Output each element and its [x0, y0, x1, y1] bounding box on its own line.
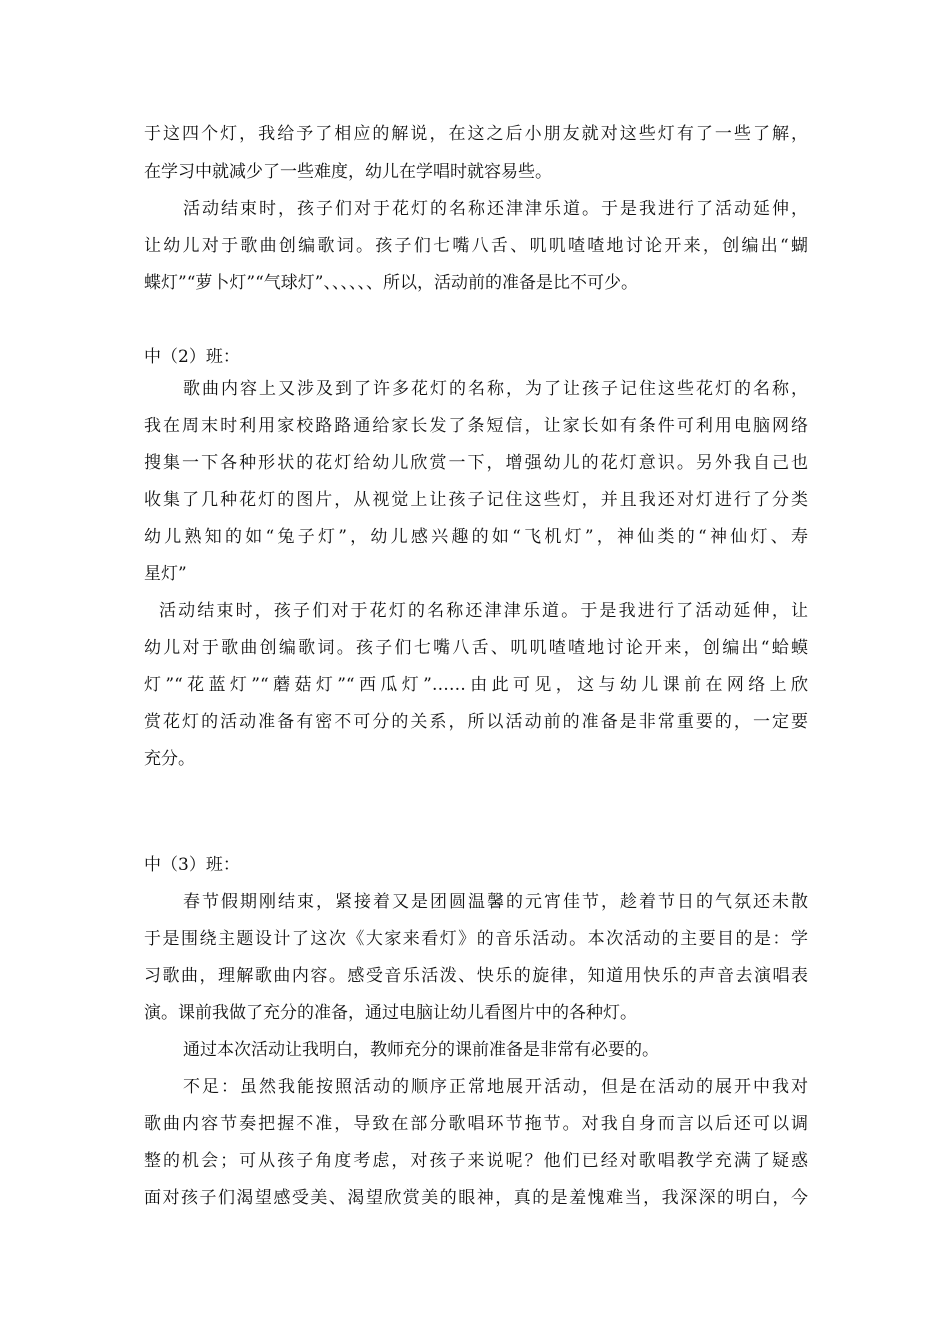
text-line: 让幼儿对于歌曲创编歌词。孩子们七嘴八舌、叽叽喳喳地讨论开来，创编出“蝴 [144, 236, 808, 256]
text-line: 星灯” [144, 564, 187, 584]
text-line: 赏花灯的活动准备有密不可分的关系，所以活动前的准备是非常重要的，一定要 [144, 712, 808, 732]
text-line: 整的机会；可从孩子角度考虑，对孩子来说呢？他们已经对歌唱教学充满了疑惑 [144, 1151, 808, 1171]
text-line: 幼儿对于歌曲创编歌词。孩子们七嘴八舌、叽叽喳喳地讨论开来，创编出“蛤蟆 [144, 638, 808, 658]
text-line: 蝶灯”“萝卜灯”“气球灯”、、、、、、所以，活动前的准备是比不可少。 [144, 273, 638, 293]
text-line: 于是围绕主题设计了这次《大家来看灯》的音乐活动。本次活动的主要目的是：学 [144, 929, 808, 949]
text-line: 春节假期刚结束，紧接着又是团圆温馨的元宵佳节，趁着节日的气氛还未散 [183, 892, 808, 912]
text-line: 充分。 [144, 749, 195, 769]
text-line: 搜集一下各种形状的花灯给幼儿欣赏一下，增强幼儿的花灯意识。另外我自己也 [144, 453, 808, 473]
text-line: 灯”“花蓝灯”“蘑菇灯”“西瓜灯”……由此可见，这与幼儿课前在网络上欣 [144, 675, 808, 695]
text-line: 习歌曲，理解歌曲内容。感受音乐活泼、快乐的旋律，知道用快乐的声音去演唱表 [144, 966, 808, 986]
text-line: 幼儿熟知的如“兔子灯”，幼儿感兴趣的如“飞机灯”，神仙类的“神仙灯、寿 [144, 527, 808, 547]
text-line: 我在周末时利用家校路路通给家长发了条短信，让家长如有条件可利用电脑网络 [144, 416, 808, 436]
section-heading: 中（3）班： [144, 855, 240, 875]
text-line: 演。课前我做了充分的准备，通过电脑让幼儿看图片中的各种灯。 [144, 1003, 637, 1023]
text-line: 收集了几种花灯的图片，从视觉上让孩子记住这些灯，并且我还对灯进行了分类 [144, 490, 808, 510]
text-line: 在学习中就减少了一些难度，幼儿在学唱时就容易些。 [144, 162, 552, 182]
text-line: 不足：虽然我能按照活动的顺序正常地展开活动，但是在活动的展开中我对 [183, 1077, 808, 1097]
text-line: 歌曲内容上又涉及到了许多花灯的名称，为了让孩子记住这些花灯的名称， [183, 379, 808, 399]
text-line: 通过本次活动让我明白，教师充分的课前准备是非常有必要的。 [183, 1040, 659, 1060]
text-line: 活动结束时，孩子们对于花灯的名称还津津乐道。于是我进行了活动延伸，让 [159, 601, 808, 621]
text-line: 活动结束时，孩子们对于花灯的名称还津津乐道。于是我进行了活动延伸， [183, 199, 808, 219]
text-line: 歌曲内容节奏把握不准，导致在部分歌唱环节拖节。对我自身而言以后还可以调 [144, 1114, 808, 1134]
text-line: 于这四个灯，我给予了相应的解说，在这之后小朋友就对这些灯有了一些了解， [144, 124, 808, 144]
section-heading: 中（2）班： [144, 347, 240, 367]
text-line: 面对孩子们渴望感受美、渴望欣赏美的眼神，真的是羞愧难当，我深深的明白，今 [144, 1188, 808, 1208]
